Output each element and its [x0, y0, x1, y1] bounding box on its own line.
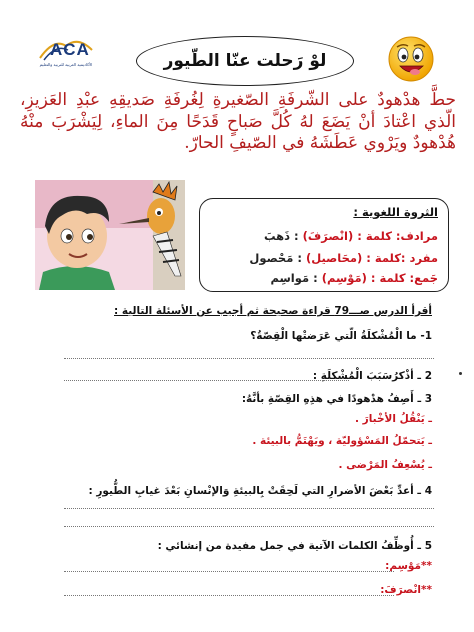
- margin-dot: [459, 372, 462, 375]
- question-number: 2: [424, 370, 432, 382]
- question-number: 4: [424, 485, 432, 497]
- vocabulary-title: الثروة اللغوية :: [353, 205, 438, 219]
- answer-line[interactable]: [64, 571, 394, 572]
- question-number: 1-: [420, 330, 432, 342]
- answer-line[interactable]: [64, 595, 394, 596]
- logo-text: ACA: [50, 40, 90, 59]
- question-text: ـ أَصِفُ هدْهودًا في هذِهِ القِصّةِ بأنَّهُ:: [241, 393, 422, 405]
- vocab-answer: : ذَهبَ: [263, 229, 299, 243]
- vocab-word: (محَاصيل): [305, 251, 363, 265]
- vocabulary-box: [199, 198, 449, 292]
- story-paragraph: حطَّ هدْهودٌ على الشّرفَةِ الصّغيرةِ لِغُرفَةِ صَديقِهِ عبْدِ العَزيزِ، الّذي اعْتادَ أنْ يَضَعَ لهُ كُلَّ صَباحٍ قَدَحًا مِنَ الماءِ، لِيَشْرَبَ منْهُ هُدْهودٌ ويَرْوي عَطَشَهُ في الصّيفِ الحارّ.: [20, 90, 456, 153]
- answer-line[interactable]: [64, 508, 434, 509]
- q5-word-2: **انْصرَفَ:: [380, 584, 432, 596]
- question-number: 3: [424, 393, 432, 405]
- vocab-word: (مَوْسِم): [321, 271, 367, 285]
- smiling-face-icon: [385, 32, 437, 84]
- vocab-row-plural: [270, 271, 438, 285]
- question-text: ـ أذْكرُسَبَبَ الْمُشْكلَةِ :: [312, 370, 422, 382]
- vocab-label: مرادف: كلمة :: [357, 229, 438, 243]
- page-title: لوْ رَحلت عنّا الطّيور: [136, 36, 354, 86]
- boy-and-hoopoe-illustration: [35, 180, 185, 290]
- vocab-row-singular: [249, 251, 438, 265]
- vocab-word: (انْصرَفَ): [302, 229, 354, 243]
- reading-instructions: أقرأ الدرس صـــ79 قراءة صحيحة ثم أجيب عن الأسئلة التالية :: [114, 305, 432, 317]
- answer-line[interactable]: [64, 358, 434, 359]
- logo-subtitle: الأكاديمية العربية للتربية والتعليم: [39, 62, 93, 67]
- question-text: ـ أُوظِّفُ الكلمات الآتية في جمل مفيدة من إنشائي :: [157, 540, 422, 552]
- vocab-label: مفرد :كلمة :: [366, 251, 438, 265]
- vocab-answer: : مَواسِم: [270, 271, 318, 285]
- question-3: [242, 393, 432, 405]
- vocab-label: جَمع: كلمة :: [370, 271, 438, 285]
- q5-word-1: **مَوْسِم:: [385, 560, 432, 572]
- q3-option-2[interactable]: ـ يَتحمّلُ المَسْؤوليّة ، ويَهْتَمُّ بالبيئة .: [252, 435, 432, 447]
- question-5: [158, 540, 432, 552]
- question-number: 5: [424, 540, 432, 552]
- answer-line[interactable]: [64, 526, 434, 527]
- question-text: ما الْمُشْكلَةُ الّتي عَرَضتْها الْقِصّةُ؟: [250, 330, 417, 342]
- vocab-row-synonym: [264, 229, 438, 243]
- question-text: ـ أعدِّ بَعْضَ الأضرارِ التي لَحِقَتْ بِالبيئةِ وَالإنْسانِ بَعْدَ غيابِ الطُّيورِ :: [88, 485, 422, 497]
- vocab-answer: : مَحْصول: [249, 251, 302, 265]
- question-1: [250, 330, 432, 342]
- q3-option-1[interactable]: ـ يَنْقُلُ الأخْبارَ .: [355, 413, 432, 425]
- q3-option-3[interactable]: ـ يُسْعِفُ المَرْضى .: [338, 459, 432, 471]
- question-4: [89, 485, 432, 497]
- answer-line[interactable]: [64, 380, 349, 381]
- aca-logo: [36, 32, 96, 78]
